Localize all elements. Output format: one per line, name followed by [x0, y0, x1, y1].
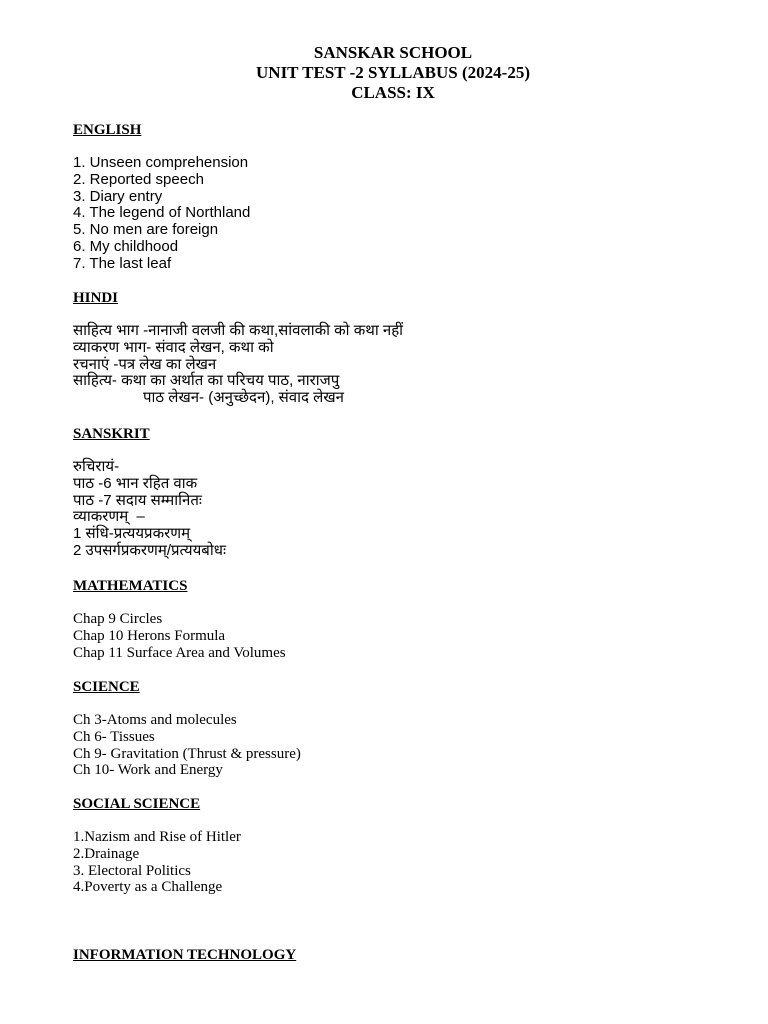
social-science-list — [73, 829, 753, 896]
science-list — [73, 712, 753, 779]
sanskrit-heading: SANSKRIT — [73, 426, 150, 442]
sanskrit-section — [73, 425, 753, 560]
list-item: व्याकरणम् – — [73, 508, 145, 526]
list-item: 5. No men are foreign — [73, 221, 219, 239]
list-item: व्याकरण भाग- संवाद लेखन, कथा को — [73, 338, 274, 356]
list-item: Ch 9- Gravitation (Thrust & pressure) — [73, 745, 301, 762]
list-item: पाठ -7 सदाय सम्मानितः — [73, 491, 202, 509]
list-item: 2. Reported speech — [73, 170, 204, 188]
list-item: Ch 6- Tissues — [73, 728, 155, 745]
list-item: 1.Nazism and Rise of Hitler — [73, 829, 241, 845]
science-section — [73, 678, 753, 779]
list-item: 2 उपसर्गप्रकरणम्/प्रत्ययबोधः — [73, 541, 226, 559]
information-technology-heading: INFORMATION TECHNOLOGY — [73, 947, 297, 963]
list-item: रचनाएं -पत्र लेख का लेखन — [73, 355, 217, 373]
english-list — [73, 155, 753, 273]
list-item: पाठ लेखन- (अनुच्छेदन), संवाद लेखन — [143, 389, 344, 407]
list-item: Chap 10 Herons Formula — [73, 627, 226, 644]
mathematics-section — [73, 577, 753, 661]
mathematics-list — [73, 611, 753, 661]
test-title: UNIT TEST -2 SYLLABUS (2024-25) — [256, 63, 530, 82]
list-item: Chap 11 Surface Area and Volumes — [73, 644, 286, 661]
list-item: 4.Poverty as a Challenge — [73, 879, 223, 896]
english-heading: ENGLISH — [73, 122, 142, 138]
document-header — [0, 43, 768, 103]
hindi-heading: HINDI — [73, 290, 119, 306]
school-name: SANSKAR SCHOOL — [313, 43, 473, 62]
list-item: 4. The legend of Northland — [73, 204, 251, 222]
list-item: 3. Diary entry — [73, 187, 163, 205]
information-technology-section — [73, 946, 753, 980]
list-item: 6. My childhood — [73, 237, 179, 255]
hindi-list — [73, 323, 753, 407]
mathematics-heading: MATHEMATICS — [73, 578, 188, 594]
list-item: Ch 10- Work and Energy — [73, 762, 223, 779]
list-item: साहित्य भाग -नानाजी वलजी की कथा,सांवलाकी को कथा नहीं — [73, 322, 404, 339]
hindi-section — [73, 289, 753, 407]
english-section — [73, 121, 753, 273]
social-science-heading: SOCIAL SCIENCE — [73, 796, 201, 812]
list-item: 1 संधि-प्रत्ययप्रकरणम् — [73, 525, 191, 543]
list-item: पाठ -6 भान रहित वाक — [73, 474, 198, 492]
list-item: 2.Drainage — [73, 845, 140, 862]
list-item: रुचिरायं- — [73, 458, 120, 475]
list-item: Chap 9 Circles — [73, 611, 163, 627]
science-heading: SCIENCE — [73, 679, 140, 695]
class-label: CLASS: IX — [351, 83, 435, 102]
sanskrit-list — [73, 459, 753, 560]
list-item: 1. Unseen comprehension — [73, 154, 249, 171]
list-item: 3. Electoral Politics — [73, 862, 191, 879]
list-item: 7. The last leaf — [73, 254, 172, 272]
social-science-section — [73, 795, 753, 896]
list-item: साहित्य- कथा का अर्थात का परिचय पाठ, नाराजपु — [73, 372, 340, 390]
list-item: Ch 3-Atoms and molecules — [73, 712, 237, 728]
